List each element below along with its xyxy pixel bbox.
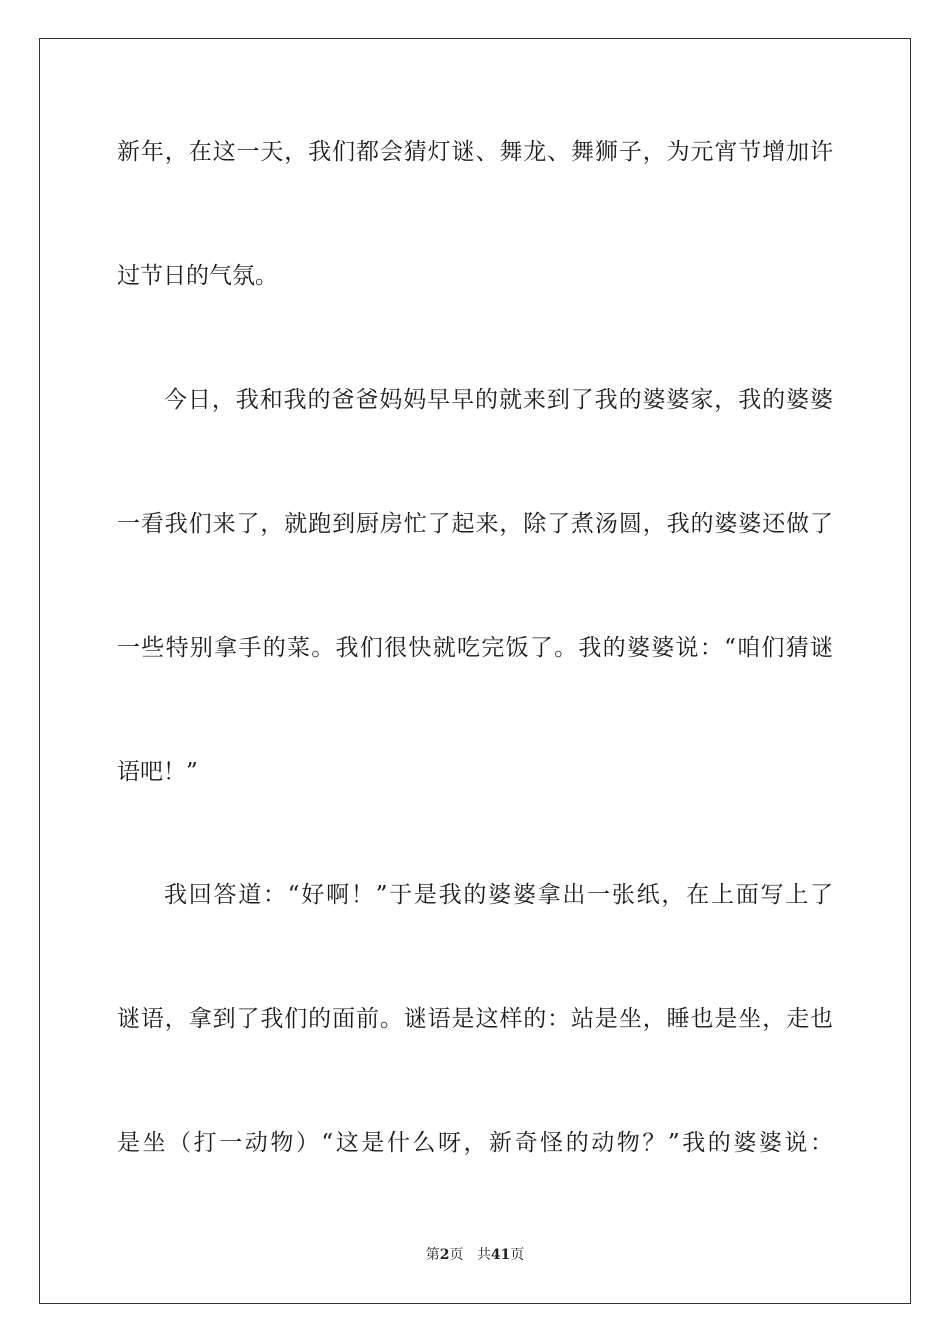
page-label-prefix: 第 bbox=[425, 1247, 440, 1263]
paragraph-line-6: 语吧！” bbox=[117, 759, 198, 785]
page-border bbox=[39, 38, 911, 1304]
paragraph-line-1: 新年，在这一天，我们都会猜灯谜、舞龙、舞狮子，为元宵节增加许 bbox=[117, 139, 833, 165]
page-number: 2 bbox=[439, 1247, 450, 1263]
total-label-prefix: 共 bbox=[476, 1247, 491, 1263]
paragraph-line-8: 谜语，拿到了我们的面前。谜语是这样的：站是坐，睡也是坐，走也 bbox=[117, 1006, 833, 1032]
paragraph-line-2: 过节日的气氛。 bbox=[117, 263, 278, 289]
page-label-suffix: 页 bbox=[449, 1247, 464, 1263]
paragraph-line-9: 是坐（打一动物）“这是什么呀，新奇怪的动物？”我的婆婆说： bbox=[117, 1130, 833, 1156]
page-footer bbox=[0, 1245, 950, 1265]
paragraph-line-5: 一些特别拿手的菜。我们很快就吃完饭了。我的婆婆说：“咱们猜谜 bbox=[117, 635, 833, 661]
total-pages: 41 bbox=[490, 1247, 511, 1263]
paragraph-line-3: 今日，我和我的爸爸妈妈早早的就来到了我的婆婆家，我的婆婆 bbox=[164, 387, 833, 413]
paragraph-line-7: 我回答道：“好啊！”于是我的婆婆拿出一张纸，在上面写上了 bbox=[164, 882, 833, 908]
paragraph-line-4: 一看我们来了，就跑到厨房忙了起来，除了煮汤圆，我的婆婆还做了 bbox=[117, 511, 833, 537]
total-label-suffix: 页 bbox=[510, 1247, 525, 1263]
